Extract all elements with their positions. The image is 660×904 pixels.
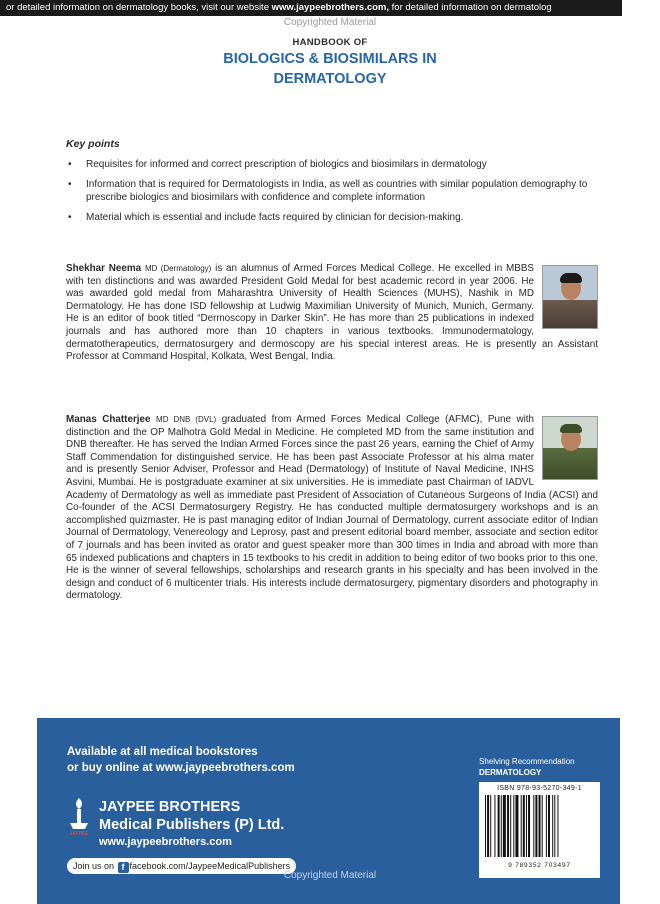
barcode-bar: [523, 795, 525, 857]
author-photo: [542, 416, 598, 480]
availability-line-1: Available at all medical bookstores: [67, 746, 258, 758]
publisher-name: [99, 798, 284, 850]
join-prefix: Join us on: [73, 861, 115, 871]
barcode-bar: [521, 795, 522, 857]
barcode-bar: [554, 795, 555, 857]
barcode-bar: [490, 795, 491, 857]
key-points-section: [66, 138, 598, 231]
shelving-recommendation: [479, 756, 575, 778]
shelving-label: Shelving Recommendation: [479, 757, 575, 766]
title-prefix: HANDBOOK OF: [292, 37, 368, 48]
title-line-2: DERMATOLOGY: [273, 71, 387, 87]
author-bio-text: graduated from Armed Forces Medical College (AFMC), Pune with distinction and the OP Malhotra Gold Medal in Medicine. He completed MD from the same institution and DNB thereafter. He has served the Indian Armed Forces since the past 26 years, earning the Chief of Army Staff Commendation for distinguished service. He has been past Associate Professor at his alma mater and is presently Senior Adviser, Professor and Head (Dermatology) of Institute of Naval Medicine, INHS Asvini, Mumbai. He is postgraduate examiner at six universities. He is immediate past Chairman of IADVL Academy of Dermatology as well as immediate past President of Association of Cutaneous Surgeons of India (ACSI) and Co-founder of the ACSI Dermatosurgery Registry. He has conducted multiple dermatosurgery workshops and is an accomplished quizmaster. He is past managing editor of Indian Journal of Dermatology, current associate editor of Indian Journal of Dermatology, Venereology and Leprosy, past and present editorial board member, associate and section editor of 7 journals and has been invited as orator and guest speaker more than 300 times in India and abroad with more than 65 indexed publications and chapters in 15 textbooks to his credit in addition to being editor of two books prior to this one. He is the winner of several fellowships, scholarships and research grants in his specialty and has been involved in the design and conduct of 6 multicenter trials. His interests include dermatosurgery, pigmentary disorders and photography in dermatology.: [66, 414, 598, 602]
isbn-barcode: [479, 782, 600, 878]
barcode-bar: [546, 795, 547, 857]
facebook-icon: f: [118, 862, 129, 873]
author-bio-manas-chatterjee: [66, 414, 598, 603]
key-points-list: [66, 158, 598, 224]
copyright-watermark-bottom: Copyrighted Material: [283, 870, 377, 881]
author-name: Manas Chatterjee: [66, 414, 151, 425]
barcode-bar: [535, 795, 537, 857]
barcode-bar: [513, 795, 514, 857]
author-degree: MD (Dermatology): [144, 264, 212, 273]
author-name: Shekhar Neema: [66, 263, 142, 274]
banner-text-end: for detailed information on dermatolog: [389, 2, 552, 13]
key-points-heading: Key points: [66, 138, 120, 150]
barcode-bar: [515, 795, 518, 857]
barcode-bar: [485, 795, 486, 857]
author-photo-cap: [560, 424, 582, 433]
author-bio-shekhar-neema: [66, 263, 598, 364]
key-point-item: • Requisites for informed and correct prescription of biologics and biosimilars in dermatology: [66, 158, 598, 171]
availability-text: [67, 744, 295, 776]
top-banner: [0, 0, 622, 16]
author-degree: MD DNB (DVL): [156, 415, 217, 424]
publisher-url[interactable]: www.jaypeebrothers.com: [99, 836, 232, 848]
barcode-bar: [526, 795, 527, 857]
barcode-bar: [528, 795, 530, 857]
barcode-bar: [487, 795, 489, 857]
key-point-item: • Information that is required for Dermatologists in India, as well as countries with similar population demography to prescribe biologics and biosimilars with confidence and complete information: [66, 178, 598, 204]
key-point-item: • Material which is essential and include facts required by clinician for decision-making.: [66, 211, 598, 224]
shelving-category: DERMATOLOGY: [479, 768, 542, 777]
barcode-bar: [503, 795, 506, 857]
barcode-bar: [498, 795, 500, 857]
barcode-bar: [552, 795, 553, 857]
barcode-bar: [501, 795, 502, 857]
barcode-bar: [507, 795, 509, 857]
barcode-bar: [510, 795, 511, 857]
isbn-number: ISBN 978-93-5270-349-1: [497, 785, 582, 792]
logo-caption: JAYPEE: [69, 831, 89, 836]
barcode-bar: [494, 795, 495, 857]
jaypee-logo-icon: [67, 796, 91, 836]
author-photo-hair: [560, 273, 582, 283]
title-line-1: BIOLOGICS & BIOSIMILARS IN: [223, 51, 437, 67]
barcode-bar: [539, 795, 541, 857]
copyright-watermark-top: Copyrighted Material: [283, 17, 377, 28]
barcode-bar: [557, 795, 558, 857]
publisher-line-2: Medical Publishers (P) Ltd.: [99, 817, 285, 833]
author-photo: [542, 265, 598, 329]
availability-line-2: or buy online at www.jaypeebrothers.com: [67, 762, 295, 774]
banner-text-start: or detailed information on dermatology books, visit our website: [6, 2, 272, 13]
book-title: [0, 37, 660, 88]
author-bio-text: is an alumnus of Armed Forces Medical College. He excelled in MBBS with ten distinctions and was awarded President Gold Medal for best academic record in year 2006. He was awarded gold medal from Maharashtra University of Health Sciences (MUHS), Nashik in MD Dermatology. He has done ISD fellowship at Ludwig Maximilian University of Munich, Munich, Germany. He is an editor of book titled “Dermoscopy in Darker Skin”. He has more than 25 publications in indexed journals and has authored more than 10 chapters in various textbooks. Immunodermatology, dermatotherapeutics, dermatosurgery and dermoscopy are his special interest areas. He is presently an Assistant Professor at Command Hospital, Kolkata, West Bengal, India.: [66, 263, 598, 363]
barcode-bar: [548, 795, 550, 857]
facebook-url[interactable]: facebook.com/JaypeeMedicalPublishers: [129, 861, 291, 871]
banner-url[interactable]: www.jaypeebrothers.com,: [271, 2, 390, 13]
publisher-line-1: JAYPEE BROTHERS: [99, 799, 241, 815]
barcode-bar: [533, 795, 534, 857]
barcode-bars: [483, 795, 596, 857]
barcode-bar: [542, 795, 543, 857]
barcode-digits: 9 789352 703497: [508, 862, 571, 869]
